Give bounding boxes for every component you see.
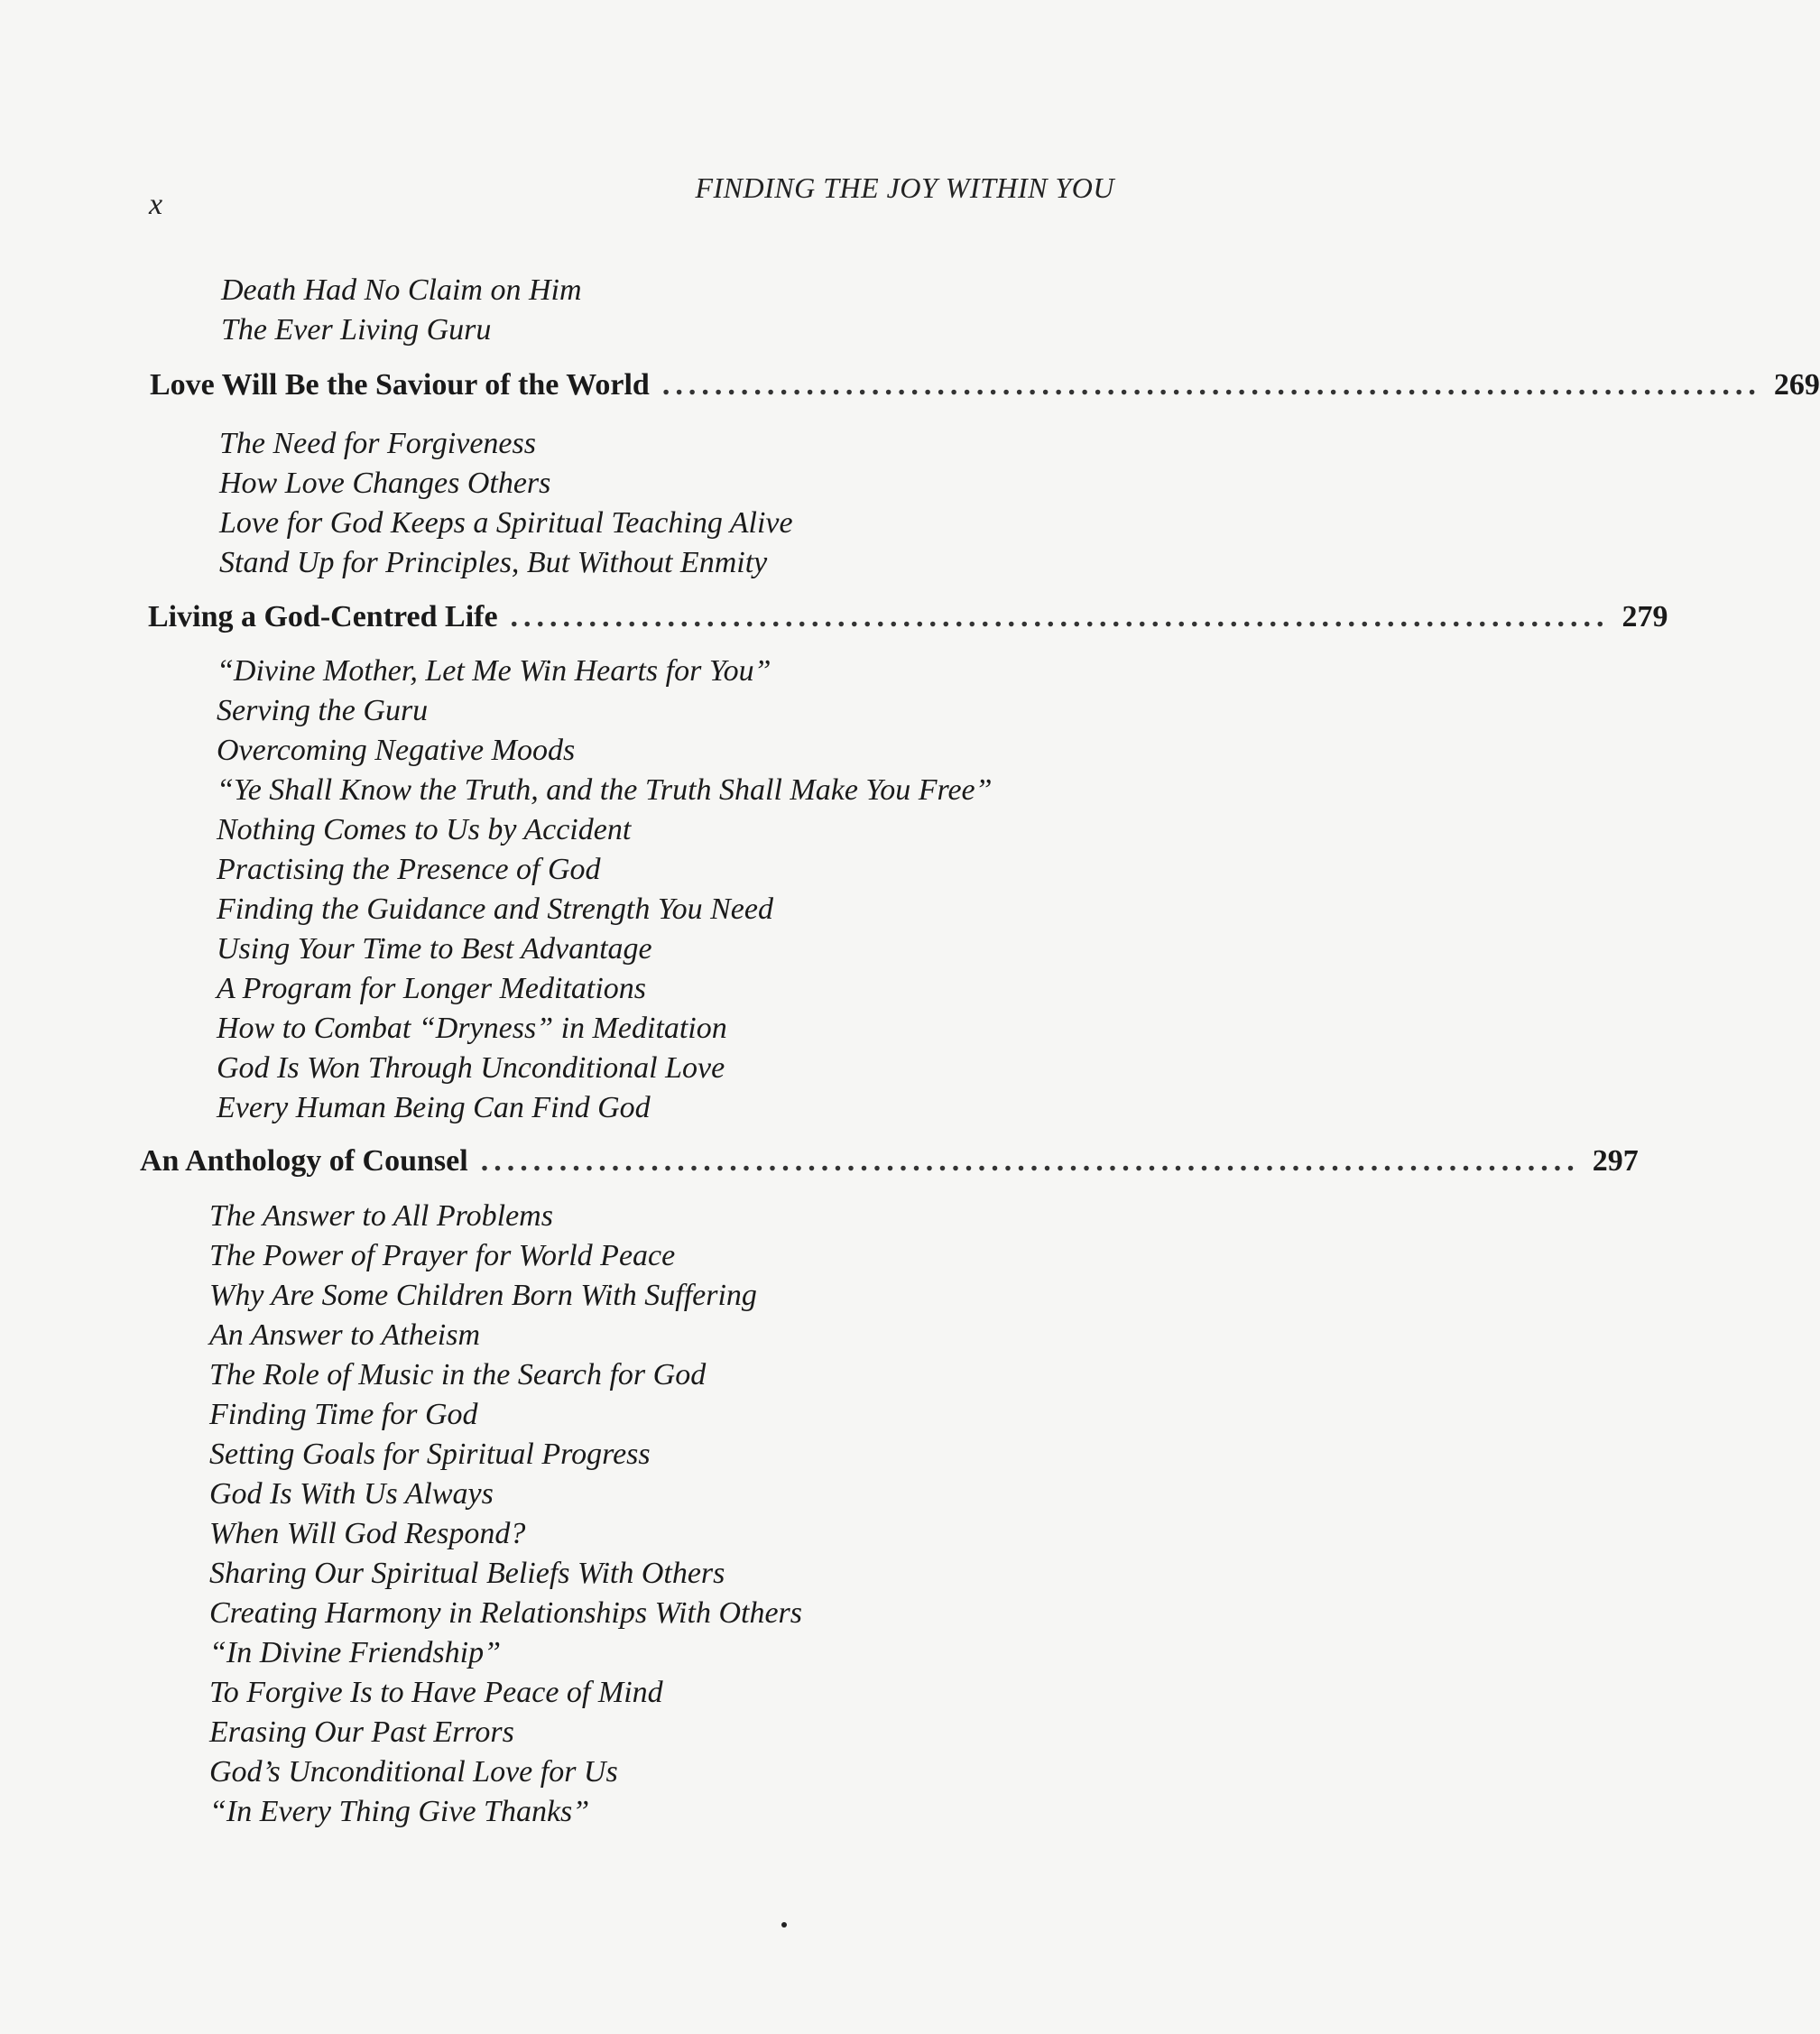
toc-entry: God Is Won Through Unconditional Love bbox=[217, 1051, 725, 1085]
dot-leader: .................................................................................... bbox=[661, 368, 1761, 402]
chapter-entries bbox=[209, 1197, 802, 1832]
toc-entry: The Ever Living Guru bbox=[221, 313, 492, 347]
toc-entry: God’s Unconditional Love for Us bbox=[209, 1755, 618, 1789]
toc-entry: Serving the Guru bbox=[217, 694, 429, 727]
toc-entry: “Divine Mother, Let Me Win Hearts for You” bbox=[217, 654, 771, 688]
running-title: FINDING THE JOY WITHIN YOU bbox=[695, 171, 1114, 204]
toc-chapter-heading bbox=[148, 600, 1668, 634]
chapter-page-number: 269 bbox=[1773, 368, 1820, 402]
toc-entry: An Answer to Atheism bbox=[209, 1318, 481, 1352]
toc-entry: Love for God Keeps a Spiritual Teaching Alive bbox=[219, 506, 793, 540]
toc-entry: “In Every Thing Give Thanks” bbox=[209, 1795, 590, 1828]
toc-entry: Finding Time for God bbox=[209, 1398, 478, 1431]
toc-entry: A Program for Longer Meditations bbox=[217, 972, 647, 1005]
toc-entry: The Role of Music in the Search for God bbox=[209, 1358, 707, 1391]
toc-entry: Finding the Guidance and Strength You Need bbox=[217, 892, 773, 926]
chapter-title: An Anthology of Counsel bbox=[140, 1144, 468, 1178]
chapter-page-number: 297 bbox=[1592, 1144, 1639, 1178]
toc-entry: How Love Changes Others bbox=[219, 467, 551, 500]
chapter-title: Love Will Be the Saviour of the World bbox=[150, 368, 650, 402]
toc-chapter-heading bbox=[140, 1144, 1639, 1179]
toc-entry: Practising the Presence of God bbox=[217, 853, 601, 886]
toc-entry: When Will God Respond? bbox=[209, 1517, 526, 1550]
toc-entry: The Need for Forgiveness bbox=[219, 427, 536, 460]
toc-entry: To Forgive Is to Have Peace of Mind bbox=[209, 1676, 663, 1709]
toc-entry: Every Human Being Can Find God bbox=[217, 1091, 651, 1124]
toc-entry: “Ye Shall Know the Truth, and the Truth Shall Make You Free” bbox=[217, 773, 993, 807]
chapter-page-number: 279 bbox=[1621, 600, 1668, 633]
toc-entry: The Answer to All Problems bbox=[209, 1199, 553, 1233]
toc-entry: How to Combat “Dryness” in Meditation bbox=[217, 1012, 727, 1045]
toc-entry: Why Are Some Children Born With Suffering bbox=[209, 1279, 757, 1312]
toc-chapter-heading bbox=[150, 368, 1820, 402]
toc-entry: Stand Up for Principles, But Without Enmity bbox=[219, 546, 768, 579]
page-number: x bbox=[149, 188, 163, 221]
dot-leader: .................................................................................... bbox=[510, 600, 1610, 633]
chapter-entries bbox=[217, 652, 993, 1128]
chapter-title: Living a God-Centred Life bbox=[148, 600, 498, 633]
toc-entry: Setting Goals for Spiritual Progress bbox=[209, 1438, 651, 1471]
toc-entry: Death Had No Claim on Him bbox=[221, 273, 582, 307]
toc-entry: Using Your Time to Best Advantage bbox=[217, 932, 652, 966]
continued-entries bbox=[221, 271, 582, 350]
toc-entry: Sharing Our Spiritual Beliefs With Others bbox=[209, 1557, 725, 1590]
chapter-entries bbox=[219, 424, 793, 583]
toc-entry: “In Divine Friendship” bbox=[209, 1636, 501, 1669]
toc-entry: Overcoming Negative Moods bbox=[217, 734, 576, 767]
toc-entry: The Power of Prayer for World Peace bbox=[209, 1239, 676, 1272]
dot-leader: .................................................................................... bbox=[480, 1144, 1580, 1178]
toc-entry: Erasing Our Past Errors bbox=[209, 1715, 514, 1749]
toc-entry: Nothing Comes to Us by Accident bbox=[217, 813, 632, 846]
toc-entry: Creating Harmony in Relationships With Others bbox=[209, 1596, 803, 1630]
ink-speck bbox=[781, 1922, 787, 1928]
toc-entry: God Is With Us Always bbox=[209, 1477, 494, 1511]
